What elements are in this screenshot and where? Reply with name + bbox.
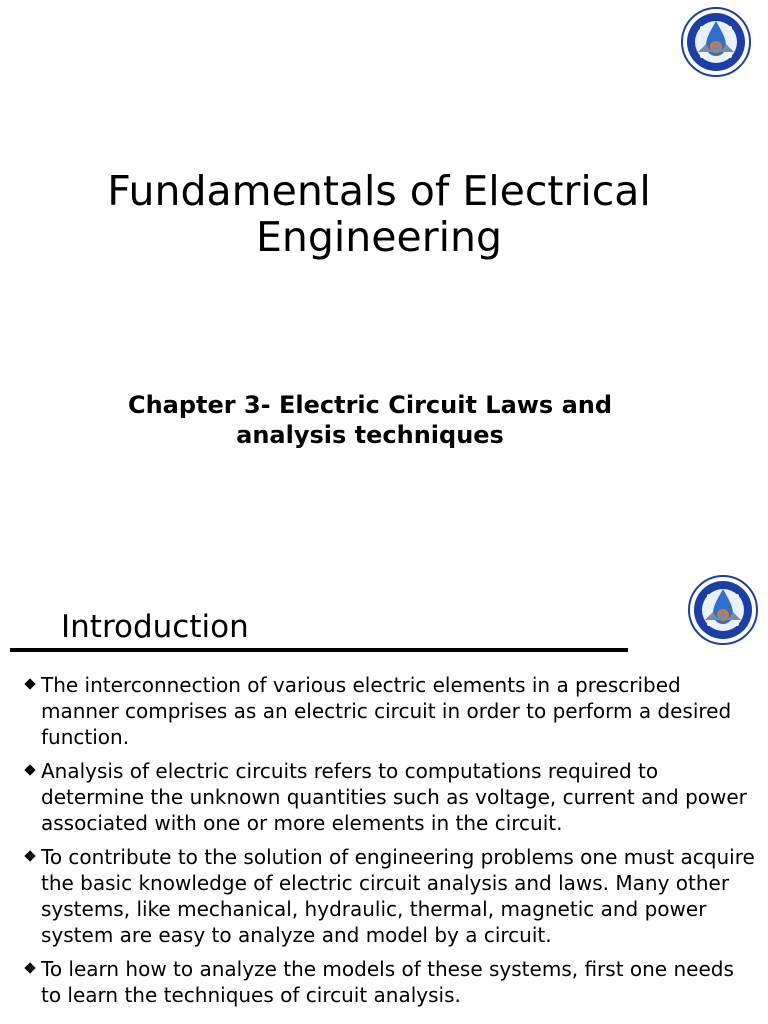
heading-underline	[10, 648, 628, 652]
bullet-list	[20, 672, 760, 1016]
bullet-text: To learn how to analyze the models of these systems, first one needs to learn the techniques of circuit analysis.	[41, 957, 734, 1007]
main-title-line-1: Fundamentals of Electrical	[107, 167, 651, 215]
bullet-item	[20, 672, 760, 750]
main-title	[40, 168, 718, 260]
chapter-title-line-1: Chapter 3- Electric Circuit Laws and	[127, 391, 613, 419]
diamond-bullet-icon	[24, 850, 35, 861]
university-seal-graphic	[687, 574, 759, 646]
university-seal-graphic	[680, 6, 752, 78]
main-title-line-2: Engineering	[256, 213, 502, 261]
bullet-text: To contribute to the solution of engineering problems one must acquire the basic knowledge of electric circuit analysis and laws. Many other systems, like mechanical, hydraulic, thermal, magnetic and power system are easy to analyze and model by a circuit.	[41, 845, 755, 947]
bullet-text: Analysis of electric circuits refers to computations required to determine the unknown quantities such as voltage, current and power associated with one or more elements in the circuit.	[41, 759, 747, 835]
diamond-bullet-icon	[24, 962, 35, 973]
university-seal-icon	[687, 574, 759, 646]
diamond-bullet-icon	[24, 678, 35, 689]
chapter-title-line-2: analysis techniques	[236, 421, 504, 449]
bullet-item	[20, 758, 760, 836]
bullet-item	[20, 844, 760, 948]
bullet-item	[20, 956, 760, 1008]
university-seal-icon	[680, 6, 752, 78]
chapter-title	[60, 390, 680, 450]
bullet-text: The interconnection of various electric elements in a prescribed manner comprises as an electric circuit in order to perform a desired function.	[41, 673, 732, 749]
introduction-heading: Introduction	[61, 609, 249, 645]
diamond-bullet-icon	[24, 764, 35, 775]
